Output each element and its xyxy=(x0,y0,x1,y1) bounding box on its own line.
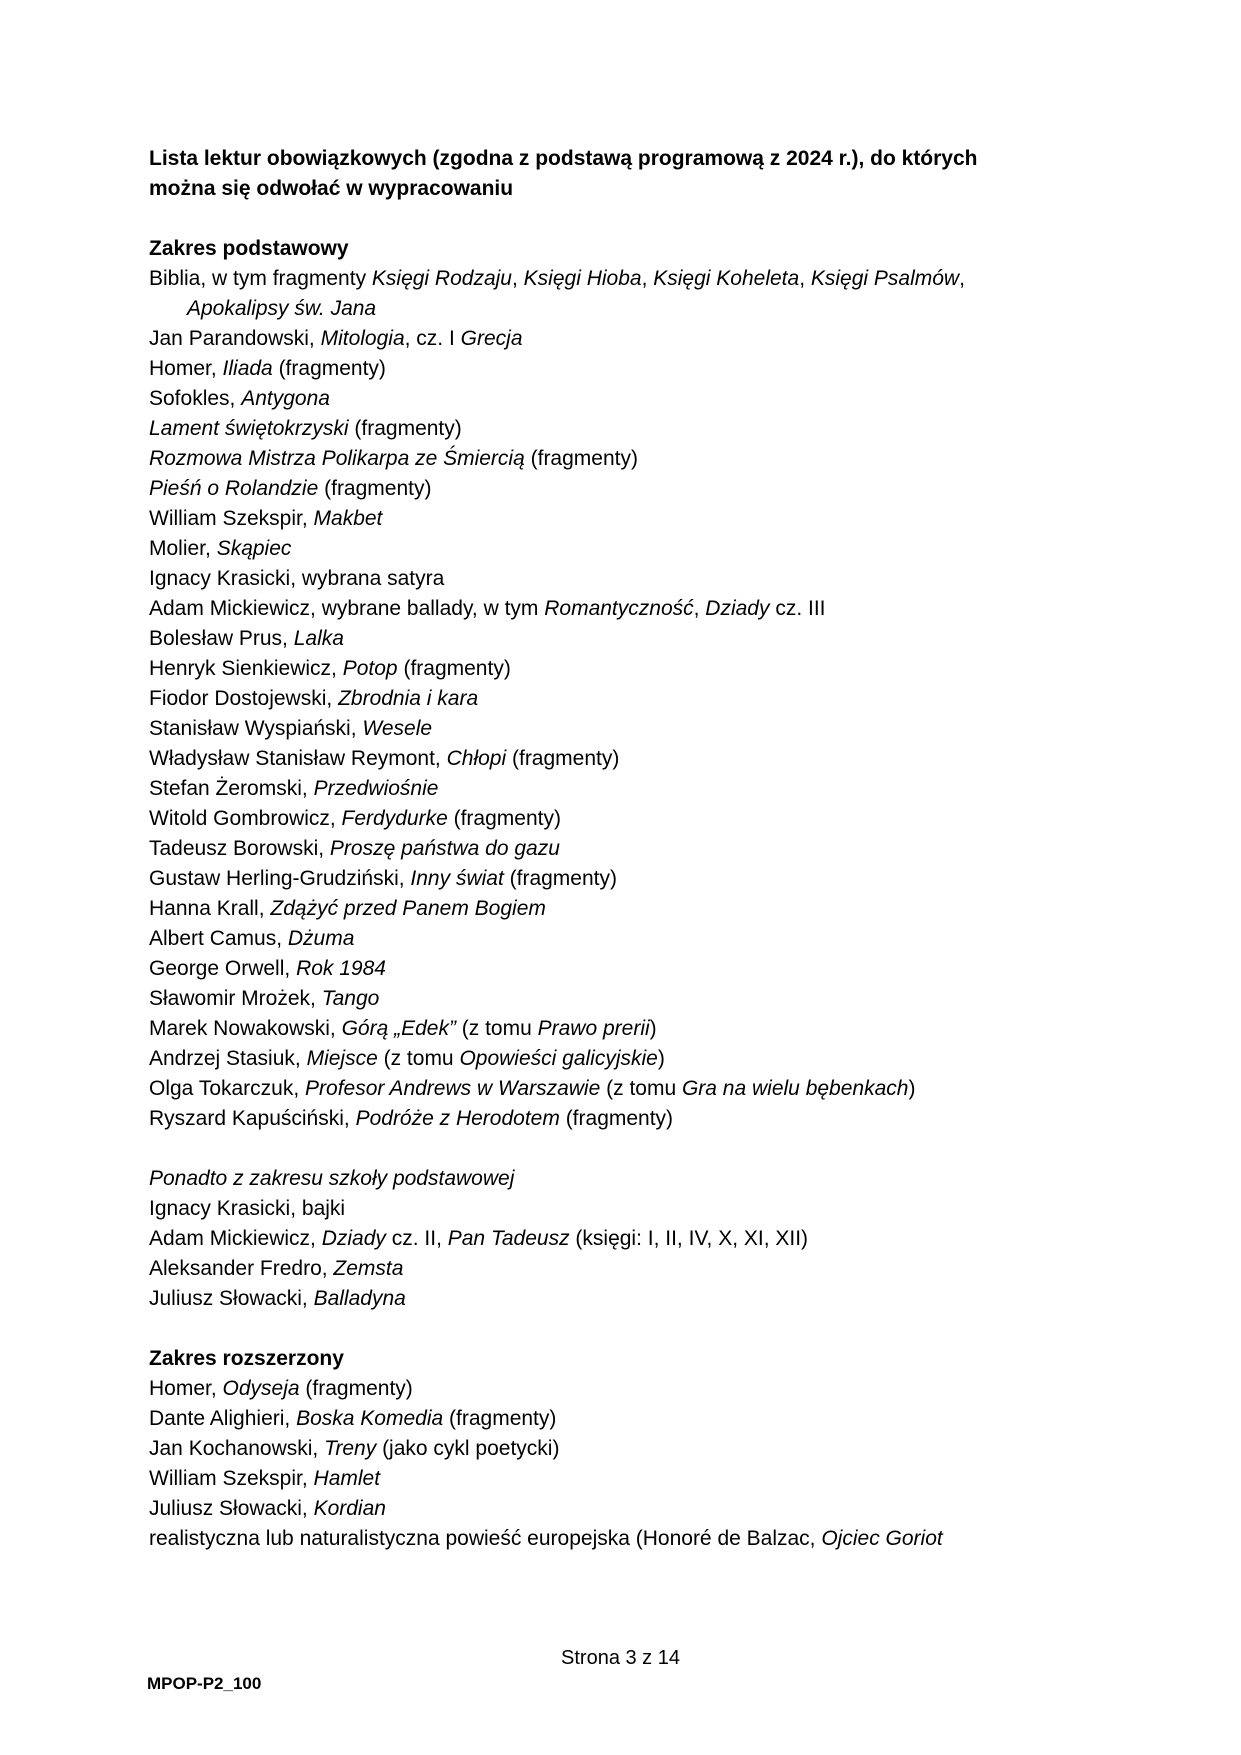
text-line xyxy=(149,1194,1179,1224)
work-title-text: Zdążyć przed Panem Bogiem xyxy=(270,897,546,920)
plain-text: (fragmenty) xyxy=(397,657,511,680)
plain-text: Adam Mickiewicz, wybrane ballady, w tym xyxy=(149,597,545,620)
work-title-text: Lament świętokrzyski xyxy=(149,417,349,440)
text-line xyxy=(149,1344,1179,1374)
work-title-text: Ponadto z zakresu szkoły podstawowej xyxy=(149,1167,515,1190)
plain-text: (fragmenty) xyxy=(524,447,638,470)
plain-text: Juliusz Słowacki, xyxy=(149,1287,314,1310)
plain-text: Jan Kochanowski, xyxy=(149,1437,325,1460)
plain-text: George Orwell, xyxy=(149,957,297,980)
text-line xyxy=(149,954,1179,984)
work-title-text: Lalka xyxy=(293,627,344,650)
text-line xyxy=(149,864,1179,894)
work-title-text: Księgi Hioba xyxy=(523,267,642,290)
plain-text: (z tomu xyxy=(455,1017,538,1040)
text-line xyxy=(149,894,1179,924)
plain-text: Albert Camus, xyxy=(149,927,288,950)
plain-text: (fragmenty) xyxy=(299,1377,413,1400)
work-title-text: Romantyczność xyxy=(544,597,694,620)
text-line xyxy=(149,1104,1179,1134)
plain-text: Jan Parandowski, xyxy=(149,327,321,350)
work-title-text: Hamlet xyxy=(313,1467,381,1490)
work-title-text: Zemsta xyxy=(333,1257,404,1280)
work-title-text: Księgi Rodzaju xyxy=(371,267,512,290)
text-line xyxy=(149,1014,1179,1044)
work-title-text: Prawo prerii xyxy=(537,1017,650,1040)
plain-text: (z tomu xyxy=(600,1077,682,1100)
text-line xyxy=(149,924,1179,954)
work-title-text: Gra na wielu bębenkach xyxy=(681,1077,909,1100)
plain-text: Juliusz Słowacki, xyxy=(149,1497,314,1520)
work-title-text: Rok 1984 xyxy=(296,957,386,980)
work-title-text: Tango xyxy=(321,987,380,1010)
page-number: Strona 3 z 14 xyxy=(561,1647,680,1669)
work-title-text: Pieśń o Rolandzie xyxy=(149,477,319,500)
plain-text: ) xyxy=(649,1017,657,1040)
plain-text: William Szekspir, xyxy=(149,507,314,530)
plain-text: Gustaw Herling-Grudziński, xyxy=(149,867,411,890)
text-line xyxy=(149,834,1179,864)
text-line xyxy=(149,984,1179,1014)
plain-text: (z tomu xyxy=(377,1047,460,1070)
plain-text: Stefan Żeromski, xyxy=(149,777,314,800)
plain-text: (fragmenty) xyxy=(447,807,561,830)
reading-list-body xyxy=(149,144,1179,1554)
plain-text: (jako cykl poetycki) xyxy=(376,1437,560,1460)
text-line xyxy=(149,354,1179,384)
text-line xyxy=(149,144,1179,174)
blank-line xyxy=(149,1314,1179,1344)
plain-text: Adam Mickiewicz, xyxy=(149,1227,322,1250)
work-title-text: Dziady xyxy=(321,1227,386,1250)
plain-text: , xyxy=(512,267,524,290)
text-line xyxy=(149,804,1179,834)
work-title-text: Ferdydurke xyxy=(341,807,448,830)
plain-text: Ignacy Krasicki, bajki xyxy=(149,1197,346,1220)
work-title-text: Wesele xyxy=(362,717,433,740)
plain-text: Ignacy Krasicki, wybrana satyra xyxy=(149,567,445,590)
work-title-text: Boska Komedia xyxy=(296,1407,444,1430)
text-line xyxy=(149,1044,1179,1074)
plain-text: Ryszard Kapuściński, xyxy=(149,1107,356,1130)
text-line xyxy=(149,414,1179,444)
plain-text: Dante Alighieri, xyxy=(149,1407,297,1430)
plain-text: Homer, xyxy=(149,1377,223,1400)
plain-text: Sofokles, xyxy=(149,387,242,410)
blank-line xyxy=(149,204,1179,234)
plain-text: (księgi: I, II, IV, X, XI, XII) xyxy=(569,1227,809,1250)
work-title-text: Mitologia xyxy=(320,327,405,350)
plain-text: Marek Nowakowski, xyxy=(149,1017,342,1040)
text-line xyxy=(149,774,1179,804)
plain-text: Andrzej Stasiuk, xyxy=(149,1047,307,1070)
text-line xyxy=(149,1494,1179,1524)
text-line xyxy=(149,384,1179,414)
plain-text: (fragmenty) xyxy=(348,417,462,440)
work-title-text: Górą „Edek” xyxy=(341,1017,456,1040)
work-title-text: Pan Tadeusz xyxy=(447,1227,570,1250)
work-title-text: Chłopi xyxy=(446,747,507,770)
plain-text: można się odwołać w wypracowaniu xyxy=(149,177,514,200)
plain-text: , xyxy=(959,267,965,290)
work-title-text: Księgi Koheleta xyxy=(653,267,800,290)
plain-text: Zakres rozszerzony xyxy=(149,1347,344,1370)
text-line xyxy=(149,1374,1179,1404)
text-line xyxy=(149,1284,1179,1314)
plain-text: Fiodor Dostojewski, xyxy=(149,687,339,710)
text-line xyxy=(149,534,1179,564)
work-title-text: Apokalipsy św. Jana xyxy=(187,297,377,320)
plain-text: Stanisław Wyspiański, xyxy=(149,717,363,740)
work-title-text: Ojciec Goriot xyxy=(821,1527,943,1550)
work-title-text: Kordian xyxy=(313,1497,386,1520)
text-line xyxy=(149,684,1179,714)
text-line xyxy=(149,1464,1179,1494)
work-title-text: Dziady xyxy=(705,597,770,620)
form-code: MPOP-P2_100 xyxy=(147,1674,262,1693)
text-line xyxy=(149,1524,1179,1554)
blank-line xyxy=(149,1134,1179,1164)
plain-text: Henryk Sienkiewicz, xyxy=(149,657,343,680)
text-line xyxy=(149,714,1179,744)
plain-text: ) xyxy=(908,1077,916,1100)
plain-text: , xyxy=(641,267,654,290)
text-line xyxy=(149,504,1179,534)
plain-text: Homer, xyxy=(149,357,223,380)
plain-text: Olga Tokarczuk, xyxy=(149,1077,306,1100)
plain-text: Lista lektur obowiązkowych (zgodna z podstawą programową z 2024 r.), do których xyxy=(149,147,978,170)
plain-text: Bolesław Prus, xyxy=(149,627,294,650)
plain-text: Sławomir Mrożek, xyxy=(149,987,322,1010)
text-line xyxy=(149,1254,1179,1284)
text-line xyxy=(149,1164,1179,1194)
text-line xyxy=(149,294,1179,324)
work-title-text: Iliada xyxy=(222,357,273,380)
plain-text: realistyczna lub naturalistyczna powieść europejska (Honoré de Balzac, xyxy=(149,1527,822,1550)
text-line xyxy=(149,1074,1179,1104)
work-title-text: Skąpiec xyxy=(216,537,292,560)
work-title-text: Inny świat xyxy=(410,867,504,890)
work-title-text: Makbet xyxy=(313,507,383,530)
plain-text: Witold Gombrowicz, xyxy=(149,807,342,830)
work-title-text: Zbrodnia i kara xyxy=(338,687,479,710)
plain-text: Molier, xyxy=(149,537,217,560)
text-line xyxy=(149,474,1179,504)
plain-text: cz. III xyxy=(769,597,826,620)
work-title-text: Profesor Andrews w Warszawie xyxy=(305,1077,601,1100)
work-title-text: Przedwiośnie xyxy=(313,777,439,800)
text-line xyxy=(149,264,1179,294)
plain-text: Tadeusz Borowski, xyxy=(149,837,330,860)
text-line xyxy=(149,1404,1179,1434)
work-title-text: Opowieści galicyjskie xyxy=(459,1047,658,1070)
plain-text: Biblia, w tym fragmenty xyxy=(149,267,372,290)
text-line xyxy=(149,1434,1179,1464)
plain-text: Hanna Krall, xyxy=(149,897,271,920)
work-title-text: Treny xyxy=(324,1437,377,1460)
text-line xyxy=(149,564,1179,594)
text-line xyxy=(149,324,1179,354)
work-title-text: Proszę państwa do gazu xyxy=(329,837,560,860)
plain-text: Władysław Stanisław Reymont, xyxy=(149,747,447,770)
plain-text: (fragmenty) xyxy=(559,1107,674,1130)
plain-text: (fragmenty) xyxy=(503,867,617,890)
plain-text: Aleksander Fredro, xyxy=(149,1257,334,1280)
work-title-text: Miejsce xyxy=(306,1047,378,1070)
plain-text: (fragmenty) xyxy=(318,477,432,500)
text-line xyxy=(149,654,1179,684)
plain-text: , cz. I xyxy=(404,327,461,350)
plain-text: William Szekspir, xyxy=(149,1467,314,1490)
plain-text: Zakres podstawowy xyxy=(149,237,349,260)
text-line xyxy=(149,624,1179,654)
text-line xyxy=(149,744,1179,774)
work-title-text: Antygona xyxy=(241,387,330,410)
plain-text: (fragmenty) xyxy=(443,1407,557,1430)
work-title-text: Dżuma xyxy=(287,927,355,950)
work-title-text: Rozmowa Mistrza Polikarpa ze Śmiercią xyxy=(149,447,525,470)
plain-text: , xyxy=(799,267,811,290)
text-line xyxy=(149,444,1179,474)
work-title-text: Potop xyxy=(342,657,398,680)
work-title-text: Balladyna xyxy=(313,1287,406,1310)
work-title-text: Odyseja xyxy=(222,1377,300,1400)
work-title-text: Grecja xyxy=(460,327,523,350)
plain-text: (fragmenty) xyxy=(272,357,386,380)
plain-text: , xyxy=(693,597,706,620)
text-line xyxy=(149,594,1179,624)
text-line xyxy=(149,1224,1179,1254)
work-title-text: Podróże z Herodotem xyxy=(355,1107,560,1130)
plain-text: cz. II, xyxy=(385,1227,448,1250)
plain-text: (fragmenty) xyxy=(506,747,620,770)
plain-text: ) xyxy=(657,1047,665,1070)
text-line xyxy=(149,174,1179,204)
work-title-text: Księgi Psalmów xyxy=(810,267,960,290)
text-line xyxy=(149,234,1179,264)
